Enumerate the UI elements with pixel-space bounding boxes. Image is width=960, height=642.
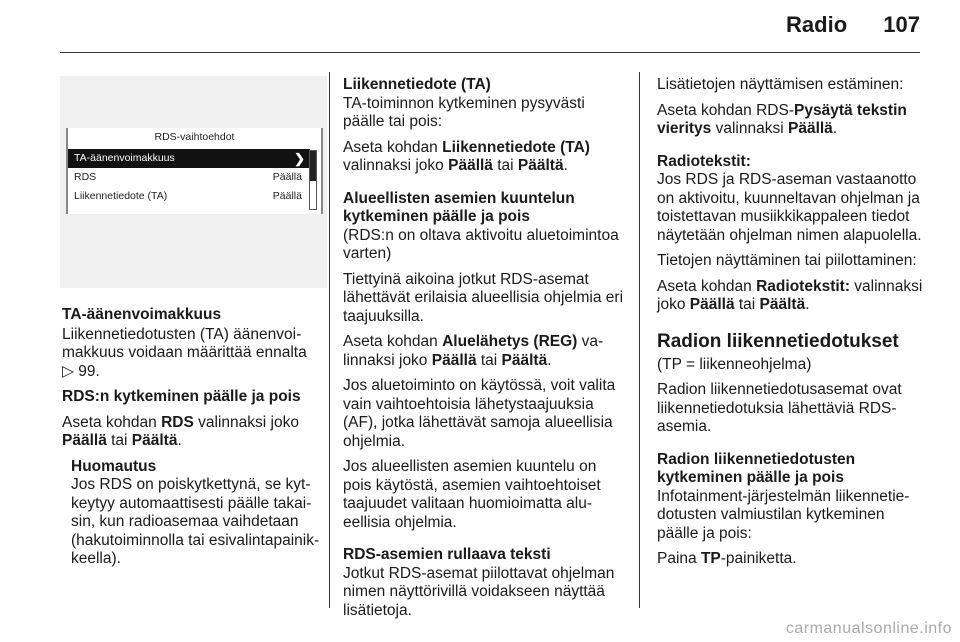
paragraph: Jotkut RDS-asemat piilottavat ohjelman nimen näyttörivillä voidakseen näyttää lisätietoja. <box>343 564 615 619</box>
screen-row-label: Liikennetiedote (TA) <box>74 190 168 202</box>
section-title: Radion liikennetiedotukset <box>657 330 899 352</box>
paragraph: Paina TP-painiketta. <box>657 550 797 567</box>
column-divider <box>639 72 640 608</box>
paragraph: Radion liikennetiedotusasemat ovat liikennetiedotuksia lähettäviä RDS-asemia. <box>657 381 902 435</box>
paragraph: (RDS:n on oltava aktivoitu aluetoimintoa varten) <box>343 226 619 262</box>
screen-row-label: RDS <box>74 171 97 183</box>
chevron-right-icon: ❯ <box>294 151 305 166</box>
paragraph: Aseta kohdan Radiotekstit: valinnaksi joko Päällä tai Päältä. <box>657 277 923 313</box>
page-ref: 99. <box>78 362 100 380</box>
paragraph: Aseta kohdan RDS-Pysäytä tekstin vieritys valinnaksi Päällä. <box>657 101 907 137</box>
paragraph: Jos RDS ja RDS-aseman vastaanotto on aktivoitu, kuunneltavan ohjelman ja toistettavan musiikkikappaleen tiedot näytetään ohjelman nimen alapuolella. <box>657 171 922 244</box>
header-rule <box>60 52 920 53</box>
section-heading: RDS:n kytkeminen päälle ja pois <box>62 388 301 405</box>
header-title: Radio <box>786 12 848 37</box>
column-divider <box>329 72 330 608</box>
section-heading: Alueellisten asemien kuuntelun kytkeminen päälle ja pois <box>343 189 575 225</box>
column-3 <box>657 76 923 576</box>
paragraph: Aseta kohdan Aluelähetys (REG) valinnaksi joko Päällä tai Päältä. <box>343 333 604 369</box>
page-number: 107 <box>883 12 920 37</box>
note-title: Huomautus <box>71 457 157 475</box>
scrollbar <box>309 150 317 210</box>
note-box <box>71 458 327 569</box>
section-heading: Radion liikennetiedotusten kytkeminen päälle ja pois <box>657 450 856 486</box>
paragraph: Tietojen näyttäminen tai piilottaminen: <box>657 252 917 269</box>
paragraph: Liikennetiedotusten (TA) äänenvoimakkuus voidaan määrittää ennalta ▷ 99. <box>62 325 307 380</box>
screen-row-label: TA-äänenvoimakkuus <box>74 152 175 164</box>
page-ref-icon: ▷ <box>62 362 74 380</box>
section-heading: TA-äänenvoimakkuus <box>62 306 222 323</box>
paragraph: Aseta kohdan RDS valinnaksi joko Päällä tai Päältä. <box>62 413 299 449</box>
screen-row-selected <box>68 149 310 168</box>
paragraph: Lisätietojen näyttämisen estäminen: <box>657 76 904 93</box>
paragraph: Infotainment-järjestelmän liikennetiedotusten valmiustilan kytkeminen päälle ja pois: <box>657 487 910 542</box>
paragraph: Jos alueellisten asemien kuuntelu on pois käytöstä, asemien vaihtoehtoiset taajuudet valitaan huomioimatta alueellisia ohjelmia. <box>343 458 601 531</box>
screen-row-value: Päällä <box>272 171 302 183</box>
section-heading: RDS-asemien rullaava teksti <box>343 546 551 563</box>
section-heading: Liikennetiedote (TA) <box>343 76 491 93</box>
screen-title: RDS-vaihtoehdot <box>154 131 235 143</box>
rds-options-screen <box>66 128 323 214</box>
screen-row <box>68 168 310 187</box>
paragraph: Aseta kohdan Liikennetiedote (TA) valinnaksi joko Päällä tai Päältä. <box>343 138 590 174</box>
page-header <box>756 12 920 38</box>
watermark: carmanualsonline.info <box>785 620 952 637</box>
column-2 <box>343 76 628 627</box>
column-1 <box>62 306 327 576</box>
section-heading: Radiotekstit: <box>657 152 751 170</box>
paragraph: TA-toiminnon kytkeminen pysyvästi päälle tai pois: <box>343 94 585 130</box>
paragraph: Tiettyinä aikoina jotkut RDS-asemat lähettävät erilaisia alueellisia ohjelmia eri taajuuksilla. <box>343 270 624 325</box>
scrollbar-thumb <box>310 151 316 181</box>
rds-options-figure <box>60 76 327 288</box>
paragraph: Jos aluetoiminto on käytössä, voit valita vain vaihtoehtoisia lähetystaajuuksia (AF), jotka lähettävät samoja alueellisia ohjelmia. <box>343 377 616 450</box>
screen-row-value: Päällä <box>272 190 302 202</box>
note-text: Jos RDS on poiskytkettynä, se kytkeytyy automaattisesti päälle takaisin, kun radioasemaa vaihdetaan (hakutoiminnolla tai esivalintapainikkeella). <box>71 476 320 567</box>
screen-row <box>68 187 310 206</box>
paragraph: (TP = liikenneohjelma) <box>657 355 812 373</box>
